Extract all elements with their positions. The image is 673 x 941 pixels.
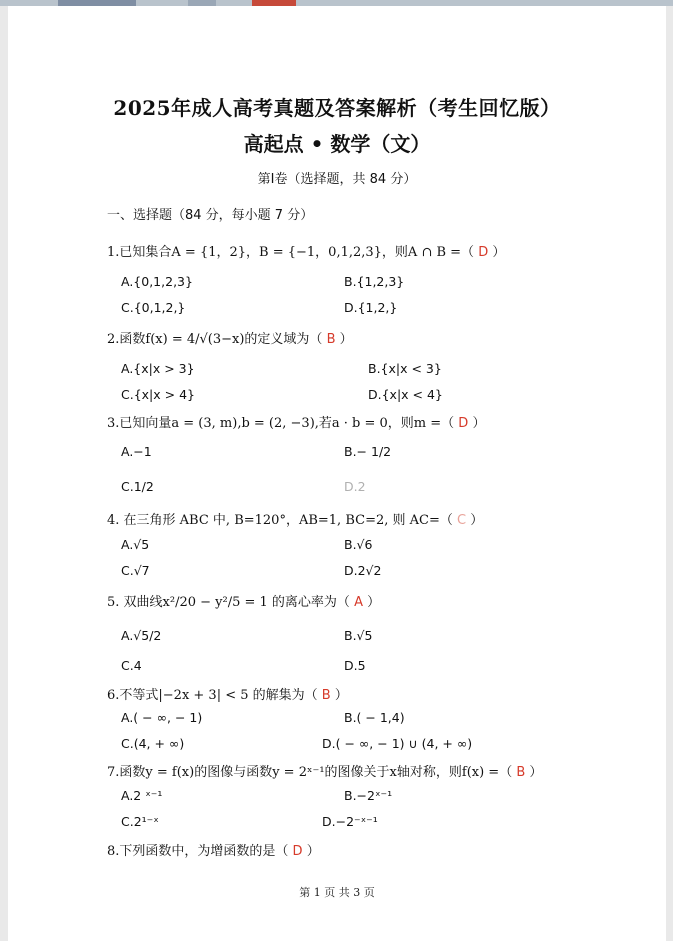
- question-stem: 5. 双曲线x²/20 − y²/5 = 1 的离心率为（: [107, 595, 350, 610]
- section-heading: 一、选择题（84 分，每小题 7 分）: [107, 208, 314, 223]
- option-c: C.(4, + ∞): [121, 736, 185, 751]
- page-title: 2025年成人高考真题及答案解析（考生回忆版）: [113, 96, 561, 120]
- question-stem-close: ）: [367, 595, 381, 610]
- option-c: C.{x|x > 4}: [121, 387, 195, 402]
- answer-mark: B: [326, 332, 336, 347]
- option-b: B.( − 1,4): [344, 710, 405, 725]
- question-stem: 8.下列函数中，为增函数的是（: [107, 844, 289, 859]
- answer-mark: D: [478, 245, 489, 260]
- question-1: [107, 241, 505, 260]
- option-a: A.{x|x > 3}: [121, 361, 195, 376]
- option-b: B.√5: [344, 628, 373, 643]
- option-c: C.4: [121, 658, 142, 673]
- question-stem: 2.函数f(x) = 4/√(3−x)的定义域为（: [107, 332, 323, 347]
- option-c: C.2¹⁻ˣ: [121, 814, 159, 829]
- page-subtitle: 高起点 • 数学（文）: [243, 132, 431, 156]
- option-a: A.{0,1,2,3}: [121, 274, 193, 289]
- question-5: [107, 591, 380, 610]
- option-a: A.( − ∞, − 1): [121, 710, 203, 725]
- option-d: D.2√2: [344, 563, 382, 578]
- option-b: B.{x|x < 3}: [368, 361, 442, 376]
- answer-mark: B: [321, 688, 331, 703]
- option-d: D.−2⁻ˣ⁻¹: [322, 814, 378, 829]
- question-stem-close: ）: [492, 245, 506, 260]
- option-d: D.2: [344, 479, 366, 494]
- option-c: C.1/2: [121, 479, 154, 494]
- option-c: C.{0,1,2,}: [121, 300, 186, 315]
- option-b: B.− 1/2: [344, 444, 392, 459]
- question-6: [107, 684, 348, 703]
- question-stem-close: ）: [306, 844, 320, 859]
- option-a: A.−1: [121, 444, 152, 459]
- question-stem: 3.已知向量a = (3, m),b = (2, −3),若a · b = 0，则m =（: [107, 416, 455, 431]
- question-stem-close: ）: [472, 416, 486, 431]
- page-footer: 第 1 页 共 3 页: [299, 886, 375, 899]
- option-d: D.5: [344, 658, 366, 673]
- option-a: A.2 ˣ⁻¹: [121, 788, 163, 803]
- question-8: [107, 840, 320, 859]
- option-b: B.{1,2,3}: [344, 274, 405, 289]
- document-page: [8, 6, 666, 941]
- answer-mark: D: [458, 416, 469, 431]
- option-d: D.{x|x < 4}: [368, 387, 443, 402]
- answer-mark: C: [457, 513, 467, 528]
- option-d: D.( − ∞, − 1) ∪ (4, + ∞): [322, 736, 473, 751]
- option-b: B.−2ˣ⁻¹: [344, 788, 393, 803]
- question-stem-close: ）: [334, 688, 348, 703]
- question-2: [107, 328, 353, 347]
- question-stem-close: ）: [470, 513, 484, 528]
- option-b: B.√6: [344, 537, 373, 552]
- answer-mark: D: [292, 844, 303, 859]
- question-3: [107, 412, 485, 431]
- question-stem: 1.已知集合A = {1，2}，B = {−1，0,1,2,3}，则A ∩ B =（: [107, 245, 475, 260]
- volume-heading: 第Ⅰ卷（选择题，共 84 分）: [257, 172, 417, 187]
- option-c: C.√7: [121, 563, 150, 578]
- option-a: A.√5/2: [121, 628, 162, 643]
- question-7: [107, 761, 542, 780]
- option-d: D.{1,2,}: [344, 300, 398, 315]
- question-stem: 6.不等式|−2x + 3| < 5 的解集为（: [107, 688, 318, 703]
- question-stem: 7.函数y = f(x)的图像与函数y = 2ˣ⁻¹的图像关于x轴对称，则f(x) =（: [107, 765, 513, 780]
- answer-mark: B: [516, 765, 526, 780]
- question-stem-close: ）: [529, 765, 543, 780]
- option-a: A.√5: [121, 537, 150, 552]
- question-stem-close: ）: [339, 332, 353, 347]
- question-4: [107, 509, 483, 528]
- answer-mark: A: [354, 595, 363, 610]
- question-stem: 4. 在三角形 ABC 中, B=120°，AB=1, BC=2, 则 AC=（: [107, 513, 453, 528]
